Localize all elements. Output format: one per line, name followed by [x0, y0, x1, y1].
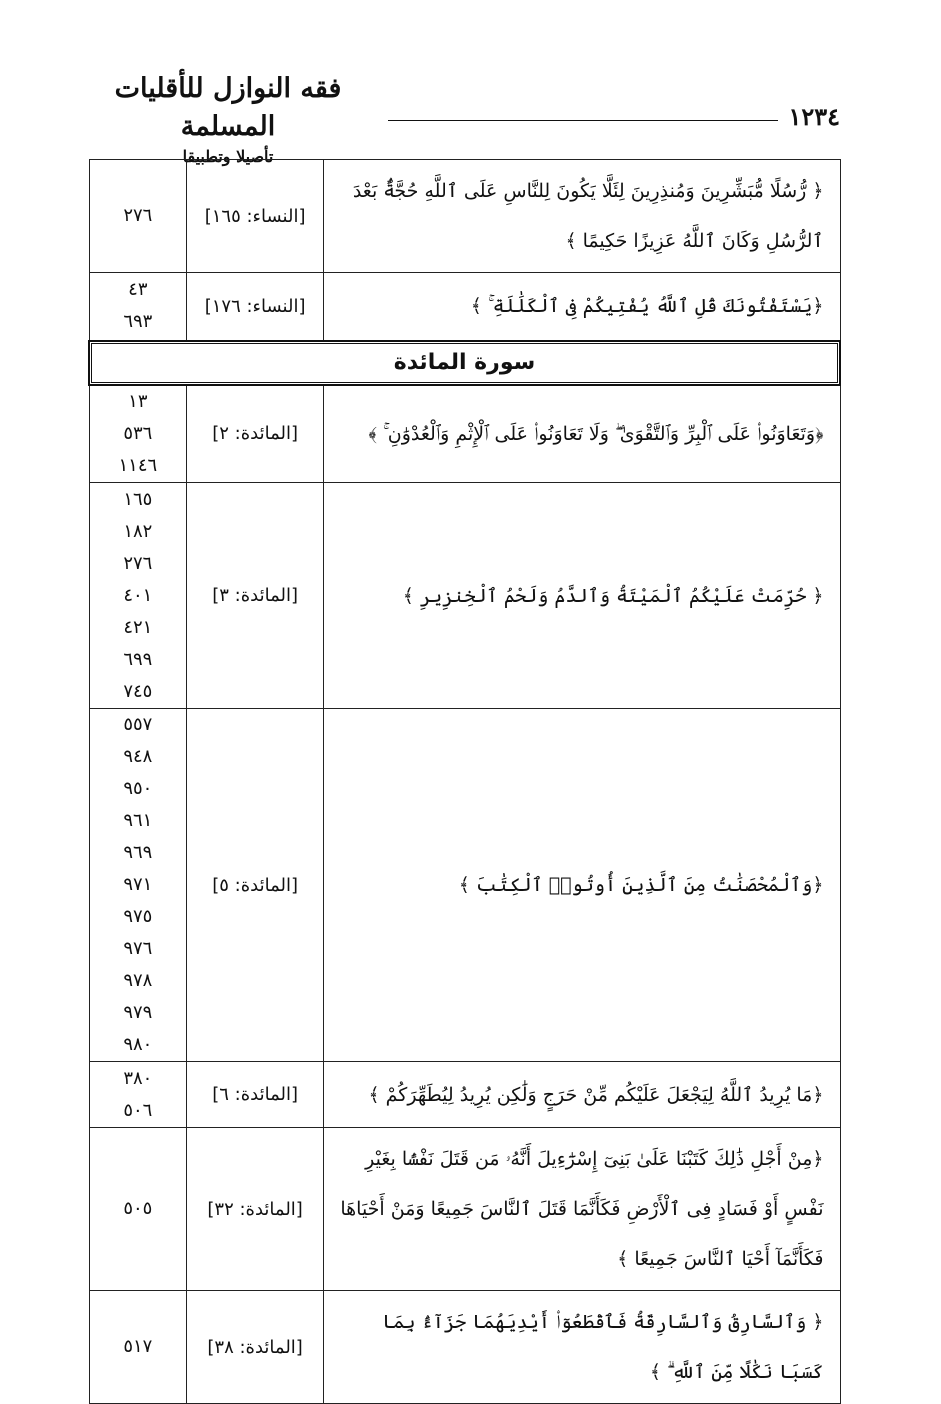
surah-title: سورة المائدة [91, 343, 838, 383]
verse-reference: [المائدة: ٣٢] [187, 1128, 324, 1291]
verse-reference: [النساء: ١٦٥] [187, 160, 324, 273]
page-header [88, 70, 840, 166]
book-title: فقه النوازل للأقليات المسلمة [114, 73, 342, 142]
book-subtitle: تأصيلا وتطبيقا [182, 147, 274, 166]
page-ref: ٢٧٦ [123, 552, 153, 574]
verse-reference: [المائدة: ٥] [187, 709, 324, 1062]
page-ref: ٩٦٩ [123, 842, 153, 863]
page-ref: ٥٠٦ [123, 1099, 153, 1121]
table-row [89, 273, 840, 341]
page-ref: ٩٥٠ [123, 778, 153, 799]
page-references [89, 483, 187, 709]
page-references [89, 1291, 187, 1404]
verse-text: ﴿يَسْتَفْتُونَكَ قُلِ ٱللَّهُ يُفْتِيكُمْ فِى ٱلْكَلَٰلَةِ ۚ ﴾ [324, 273, 840, 341]
table-row [89, 1291, 840, 1404]
page-references [89, 385, 187, 483]
page-ref: ٥٥٧ [123, 714, 153, 735]
verse-reference: [المائدة: ٣٨] [187, 1291, 324, 1404]
table-row [89, 385, 840, 483]
page-ref: ٥٣٦ [123, 422, 153, 444]
page-ref: ٩٧٦ [123, 938, 153, 959]
page-ref: ٤٣ [128, 279, 148, 301]
verse-reference: [المائدة: ٢] [187, 385, 324, 483]
page-ref: ١١٤٦ [118, 454, 158, 476]
page-ref: ٩٦١ [123, 810, 153, 831]
page-ref: ٥٠٥ [123, 1198, 153, 1219]
page-references [89, 1062, 187, 1128]
verse-text: ﴿ وَٱلسَّارِقُ وَٱلسَّارِقَةُ فَٱقْطَعُوٓا۟ أَيْدِيَهُمَا جَزَآءًۢ بِمَا كَسَبَا نَكَٰلًا مِّنَ ٱللَّهِ ۗ ﴾ [324, 1291, 840, 1404]
verse-text: ﴿ حُرِّمَتْ عَلَيْكُمُ ٱلْمَيْتَةُ وَٱلدَّمُ وَلَحْمُ ٱلْخِنزِيرِ ﴾ [324, 483, 840, 709]
page-ref: ٦٩٩ [123, 648, 153, 670]
page-ref: ٢٧٦ [123, 205, 153, 226]
page-ref: ٩٧٥ [123, 906, 153, 927]
page-ref: ١٣ [128, 390, 148, 412]
page-ref: ٣٨٠ [123, 1067, 153, 1089]
page-ref: ١٦٥ [123, 488, 153, 510]
table-row [89, 483, 840, 709]
page-ref: ٩٨٠ [123, 1034, 153, 1055]
page-ref: ٤٠١ [123, 584, 153, 606]
page-references [89, 709, 187, 1062]
verse-text: ﴿مِنْ أَجْلِ ذَٰلِكَ كَتَبْنَا عَلَىٰ بَنِىٓ إِسْرَٰٓءِيلَ أَنَّهُۥ مَن قَتَلَ نَفْسًۢا بِغَيْرِ نَفْسٍ أَوْ فَسَادٍ فِى ٱلْأَرْضِ فَكَأَنَّمَا قَتَلَ ٱلنَّاسَ جَمِيعًا وَمَنْ أَحْيَاهَا فَكَأَنَّمَآ أَحْيَا ٱلنَّاسَ جَمِيعًا ﴾ [324, 1128, 840, 1291]
header-rule [388, 120, 778, 121]
verse-reference: [النساء: ١٧٦] [187, 273, 324, 341]
verse-text: ﴿وَٱلْمُحْصَنَٰتُ مِنَ ٱلَّذِينَ أُوتُوا۟ ٱلْكِتَٰبَ ﴾ [324, 709, 840, 1062]
surah-heading [89, 341, 840, 385]
verse-text: ﴿مَا يُرِيدُ ٱللَّهُ لِيَجْعَلَ عَلَيْكُم مِّنْ حَرَجٍ وَلَٰكِن يُرِيدُ لِيُطَهِّرَكُمْ ﴾ [324, 1062, 840, 1128]
verse-reference: [المائدة: ٦] [187, 1062, 324, 1128]
table-row [89, 709, 840, 1062]
page-ref: ٥١٧ [123, 1336, 153, 1357]
page-ref: ١٨٢ [123, 520, 153, 542]
verse-text: ﴿ رُّسُلًا مُّبَشِّرِينَ وَمُنذِرِينَ لِئَلَّا يَكُونَ لِلنَّاسِ عَلَى ٱللَّهِ حُجَّةٌۢ بَعْدَ ٱلرُّسُلِ وَكَانَ ٱللَّهُ عَزِيزًا حَكِيمًا ﴾ [324, 160, 840, 273]
page-ref: ٩٧٩ [123, 1002, 153, 1023]
verse-reference: [المائدة: ٣] [187, 483, 324, 709]
verse-index-table [88, 159, 841, 1404]
table-row [89, 1128, 840, 1291]
page-ref: ٩٤٨ [123, 746, 153, 767]
running-title [88, 70, 368, 166]
table-row [89, 1062, 840, 1128]
page-ref: ٩٧٨ [123, 970, 153, 991]
verse-text: ﴿وَتَعَاوَنُوا۟ عَلَى ٱلْبِرِّ وَٱلتَّقْوَىٰ ۖ وَلَا تَعَاوَنُوا۟ عَلَى ٱلْإِثْمِ وَٱلْعُدْوَٰنِ ۚ ﴾ [324, 385, 840, 483]
page-ref: ٤٢١ [123, 616, 153, 638]
surah-heading-row [89, 341, 840, 385]
table-row [89, 160, 840, 273]
page-number: ١٢٣٤ [788, 102, 840, 131]
page-ref: ٩٧١ [123, 874, 153, 895]
page-references [89, 273, 187, 341]
page-ref: ٧٤٥ [123, 680, 153, 702]
page-references [89, 1128, 187, 1291]
page-ref: ٦٩٣ [123, 311, 153, 333]
page-references [89, 160, 187, 273]
